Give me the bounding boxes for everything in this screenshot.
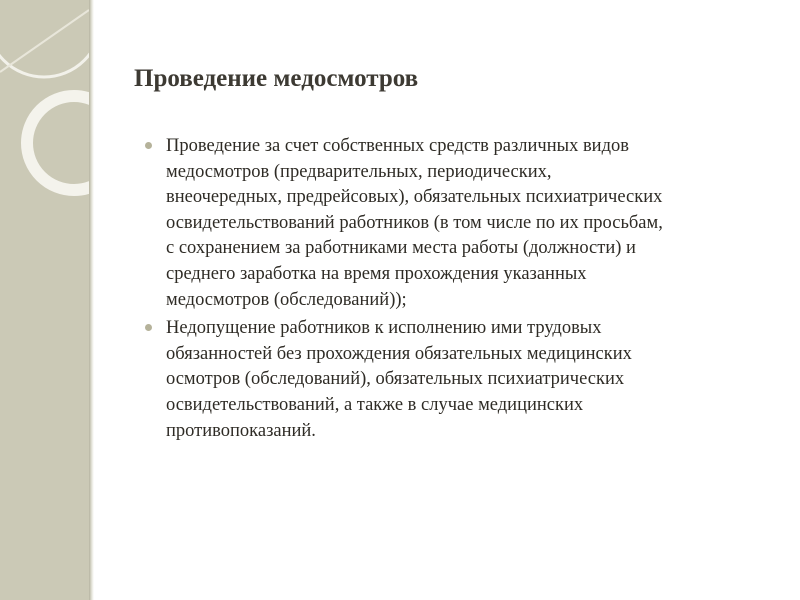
decorative-circle-ring [27, 96, 89, 190]
text-line: внеочередных, предрейсовых), обязательных психиатрических [166, 187, 663, 208]
decorative-side-panel [0, 0, 89, 600]
text-line: освидетельствований работников (в том числе по их просьбам, [166, 212, 663, 233]
text-line: Недопущение работников к исполнению ими трудовых [166, 318, 602, 339]
decorative-circle-large [0, 0, 89, 77]
text-line: противопоказаний. [166, 420, 316, 441]
decorative-arc-line [0, 10, 89, 72]
bullet-item [145, 316, 785, 444]
bullet-text [166, 316, 785, 444]
bullet-item [145, 134, 785, 313]
text-line: осмотров (обследований), обязательных психиатрических [166, 369, 625, 390]
side-panel-edge [89, 0, 94, 600]
bullet-point-icon [145, 142, 152, 149]
text-line: медосмотров (обследований)); [166, 289, 407, 310]
decorative-circles-graphic [0, 0, 89, 600]
text-line: Проведение за счет собственных средств различных видов [166, 136, 629, 156]
text-line: освидетельствований, а также в случае медицинских [166, 394, 584, 415]
text-line: обязанностей без прохождения обязательных медицинских [166, 343, 632, 364]
bullet-list [145, 134, 785, 447]
bullet-text [166, 134, 785, 313]
text-line: с сохранением за работниками места работы (должности) и [166, 238, 636, 259]
text-line: среднего заработка на время прохождения указанных [166, 263, 587, 284]
text-line: медосмотров (предварительных, периодических, [166, 161, 552, 182]
slide-title: Проведение медосмотров [134, 65, 419, 92]
bullet-point-icon [145, 324, 152, 331]
